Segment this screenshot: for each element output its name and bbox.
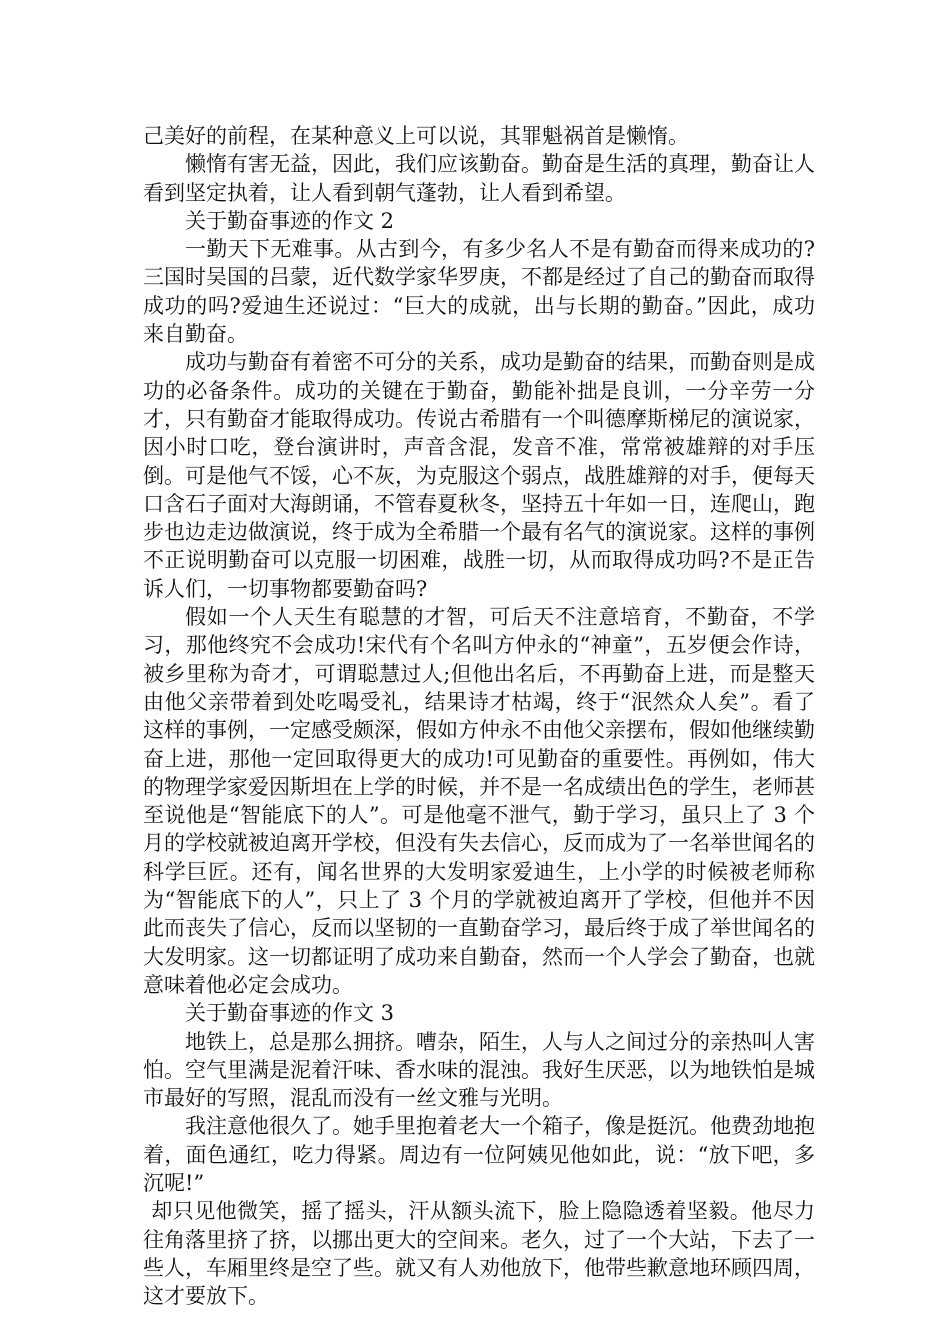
paragraph-body: 成功与勤奋有着密不可分的关系，成功是勤奋的结果，而勤奋则是成功的必备条件。成功的关键在于勤奋，勤能补拙是良训，一分辛劳一分才，只有勤奋才能取得成功。传说古希腊有一个叫德摩斯梯尼的演说家，因小时口吃，登台演讲时，声音含混，发音不准，常常被雄辩的对手压倒。可是他气不馁，心不灰，为克服这个弱点，战胜雄辩的对手，便每天口含石子面对大海朗诵，不管春夏秋冬，坚持五十年如一日，连爬山，跑步也边走边做演说，终于成为全希腊一个最有名气的演说家。这样的事例不正说明勤奋可以克服一切困难，战胜一切，从而取得成功吗?不是正告诉人们，一切事物都要勤奋吗?: [143, 350, 815, 601]
paragraph-body: 假如一个人天生有聪慧的才智，可后天不注意培育，不勤奋，不学习，那他终究不会成功!宋代有个名叫方仲永的“神童”，五岁便会作诗，被乡里称为奇才，可谓聪慧过人;但他出名后，不再勤奋上进，而是整天由他父亲带着到处吃喝受礼，结果诗才枯竭，终于“泯然众人矣”。看了这样的事例，一定感受颇深，假如方仲永不由他父亲摆布，假如他继续勤奋上进，那他一定回取得更大的成功!可见勤奋的重要性。再例如，伟大的物理学家爱因斯坦在上学的时候，并不是一名成绩出色的学生，老师甚至说他是“智能底下的人”。可是他毫不泄气，勤于学习，虽只上了 3 个月的学校就被迫离开学校，但没有失去信心，反而成为了一名举世闻名的科学巨匠。还有，闻名世界的大发明家爱迪生，上小学的时候被老师称为“智能底下的人”，只上了 3 个月的学就被迫离开了学校，但他并不因此而丧失了信心，反而以坚韧的一直勤奋学习，最后终于成了举世闻名的大发明家。这一切都证明了成功来自勤奋，然而一个人学会了勤奋，也就意味着他必定会成功。: [143, 605, 815, 997]
paragraph-body: 我注意他很久了。她手里抱着老大一个箱子，像是挺沉。他费劲地抱着，面色通红，吃力得紧。周边有一位阿姨见他如此，说：“放下吧，多沉呢!”: [143, 1114, 815, 1195]
paragraph-body: 却只见他微笑，摇了摇头，汗从额头流下，脸上隐隐透着坚毅。他尽力往角落里挤了挤，以挪出更大的空间来。老久，过了一个大站，下去了一些人，车厢里终是空了些。就又有人劝他放下，他带些歉意地环顾四周，这才要放下。: [143, 1199, 815, 1309]
document-page: [143, 122, 815, 1310]
paragraph-body: 一勤天下无难事。从古到今，有多少名人不是有勤奋而得来成功的?三国时吴国的吕蒙，近代数学家华罗庚，不都是经过了自己的勤奋而取得成功的吗?爱迪生还说过：“巨大的成就，出与长期的勤奋。”因此，成功来自勤奋。: [143, 237, 815, 347]
section-heading: 关于勤奋事迹的作文 3: [185, 1001, 395, 1026]
paragraph-continuation: 己美好的前程，在某种意义上可以说，其罪魁祸首是懒惰。: [143, 124, 689, 148]
paragraph-body: 懒惰有害无益，因此，我们应该勤奋。勤奋是生活的真理，勤奋让人看到坚定执着，让人看到朝气蓬勃，让人看到希望。: [143, 152, 815, 205]
paragraph-body: 地铁上，总是那么拥挤。嘈杂，陌生，人与人之间过分的亲热叫人害怕。空气里满是泥着汗味、香水味的混浊。我好生厌恶，以为地铁怕是城市最好的写照，混乱而没有一丝文雅与光明。: [143, 1029, 815, 1111]
section-heading: 关于勤奋事迹的作文 2: [185, 208, 395, 233]
